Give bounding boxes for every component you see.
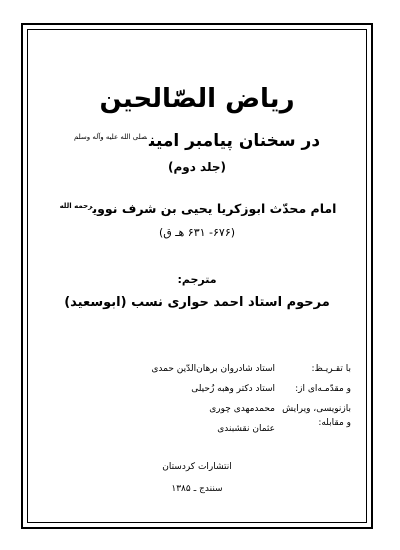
credit-names xyxy=(51,399,281,439)
credit-names xyxy=(51,359,281,379)
book-title: ریاض الصّالحین xyxy=(99,84,295,114)
credit-name: عثمان نقشبندی xyxy=(217,424,275,434)
translator-label: مترجم: xyxy=(177,273,217,286)
translator-name: مرحوم استاد احمد حواری نسب (ابوسعید) xyxy=(64,295,330,310)
credit-row-foreword xyxy=(51,359,351,379)
credits-block xyxy=(51,359,351,439)
honorific-glyph: صلی الله علیه وآله وسلم xyxy=(73,133,147,142)
title-page xyxy=(27,29,367,523)
author-line xyxy=(27,201,367,216)
credit-row-editing xyxy=(51,399,351,439)
book-subtitle xyxy=(27,131,367,151)
author-name: امام محدّث ابوزکریا یحیی بن شرف نووی xyxy=(92,201,337,216)
volume-label: (جلد دوم) xyxy=(167,160,227,174)
publisher-name: انتشارات کردستان xyxy=(162,462,232,472)
credit-name: استاد شادروان برهان‌الدّین حمدی xyxy=(151,364,275,374)
subtitle-text: در سخنان پیامبر امین xyxy=(149,131,321,151)
credit-role: بازنویسی، ویرایش و مقابله: xyxy=(282,404,351,428)
author-dates: (۶۷۶- ۶۳۱ هـ ق) xyxy=(158,226,236,239)
credit-role: و مقدّمـه‌ای از: xyxy=(295,384,351,394)
credit-name: استاد دکتر وهبه زُحیلی xyxy=(191,384,275,394)
credit-name: محمدمهدی چوری xyxy=(209,404,275,414)
credit-role: با تقـریـظ: xyxy=(311,364,351,374)
publication-place-year: سنندج ـ ۱۳۸۵ xyxy=(171,484,223,494)
credit-row-introduction xyxy=(51,379,351,399)
author-honorific-glyph: رحمه الله xyxy=(59,201,93,210)
credit-names xyxy=(51,379,281,399)
